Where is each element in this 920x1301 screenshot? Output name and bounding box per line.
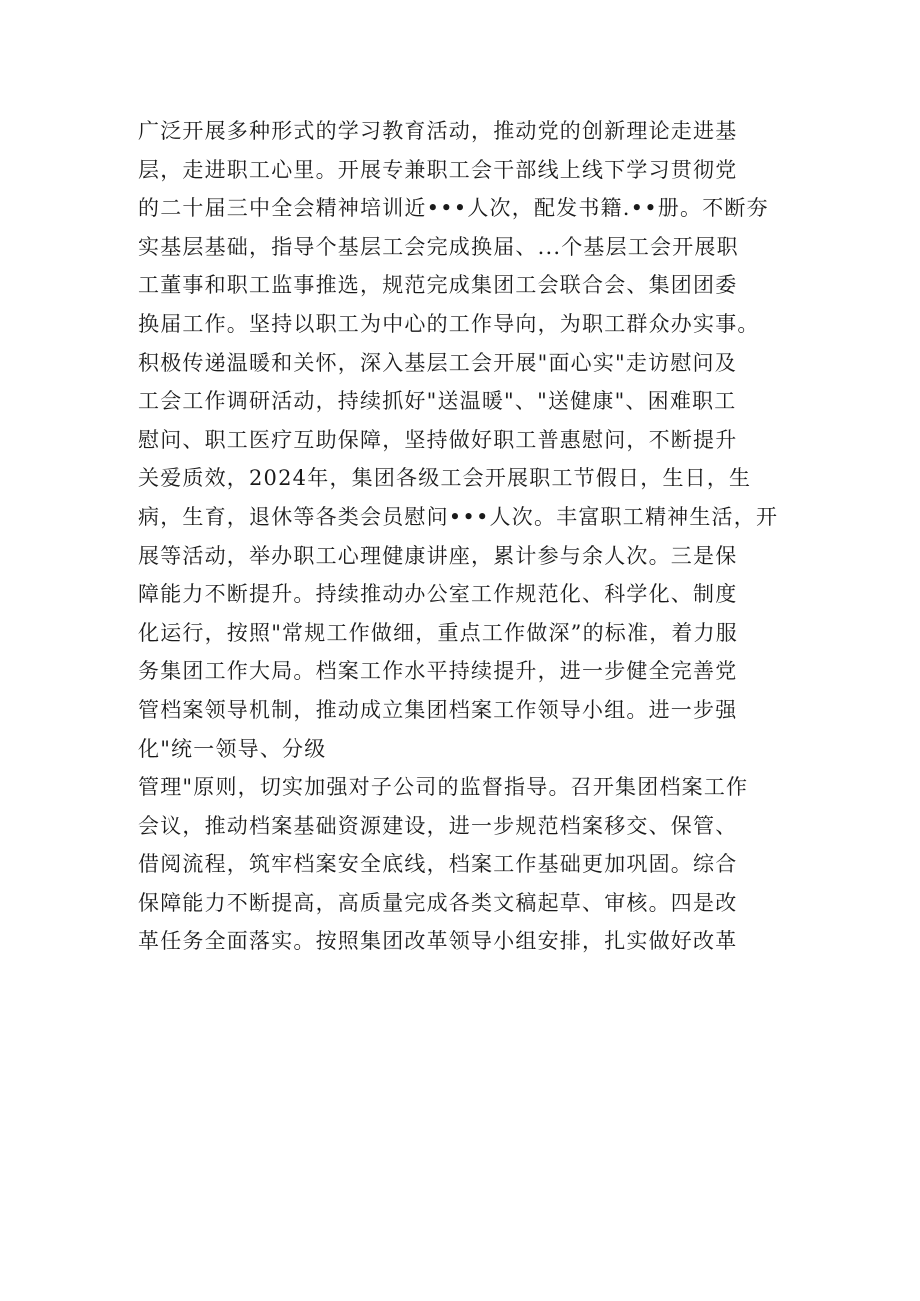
text-line: 关爱质效，2024年，集团各级工会开展职工节假日，生日，生 [138,466,752,491]
text-line: 化"统一领导、分级 [138,736,327,761]
text-line: 广泛开展多种形式的学习教育活动，推动党的创新理论走进基 [138,119,738,143]
text-line: 换届工作。坚持以职工为中心的工作导向，为职工群众办实事。 [138,311,760,336]
text-line: 慰问、职工医疗互助保障，坚持做好职工普惠慰问，不断提升 [138,427,738,452]
text-line: 的二十届三中全会精神培训近•••人次，配发书籍.••册。不断夯 [138,196,769,221]
text-line: 管理"原则，切实加强对子公司的监督指导。召开集团档案工作 [138,775,749,800]
text-line: 务集团工作大局。档案工作水平持续提升，进一步健全完善党 [138,659,738,684]
text-line: 化运行，按照"常规工作做细，重点工作做深”的标准，着力服 [138,620,738,645]
text-line: 积极传递温暖和关怀，深入基层工会开展"面心实"走访慰问及 [138,350,737,375]
text-line: 管档案领导机制，推动成立集团档案工作领导小组。进一步强 [138,697,738,722]
text-line: 展等活动，举办职工心理健康讲座，累计参与余人次。三是保 [138,543,738,568]
body-text [138,112,788,961]
text-line: 实基层基础，指导个基层工会完成换届、...个基层工会开展职 [138,234,739,259]
text-line: 会议，推动档案基础资源建设，进一步规范档案移交、保管、 [138,813,738,838]
text-line: 工会工作调研活动，持续抓好"送温暖"、"送健康"、困难职工 [138,389,737,414]
text-line: 工董事和职工监事推选，规范完成集团工会联合会、集团团委 [138,273,738,298]
text-line: 革任务全面落实。按照集团改革领导小组安排，扎实做好改革 [138,929,738,954]
text-line: 病，生育，退休等各类会员慰问•••人次。丰富职工精神生活，开 [138,504,779,529]
text-line: 保障能力不断提高，高质量完成各类文稿起草、审核。四是改 [138,890,738,915]
text-line: 借阅流程，筑牢档案安全底线，档案工作基础更加巩固。综合 [138,852,738,877]
text-line: 层，走进职工心里。开展专兼职工会干部线上线下学习贯彻党 [138,157,738,182]
text-line: 障能力不断提升。持续推动办公室工作规范化、科学化、制度 [138,582,738,607]
